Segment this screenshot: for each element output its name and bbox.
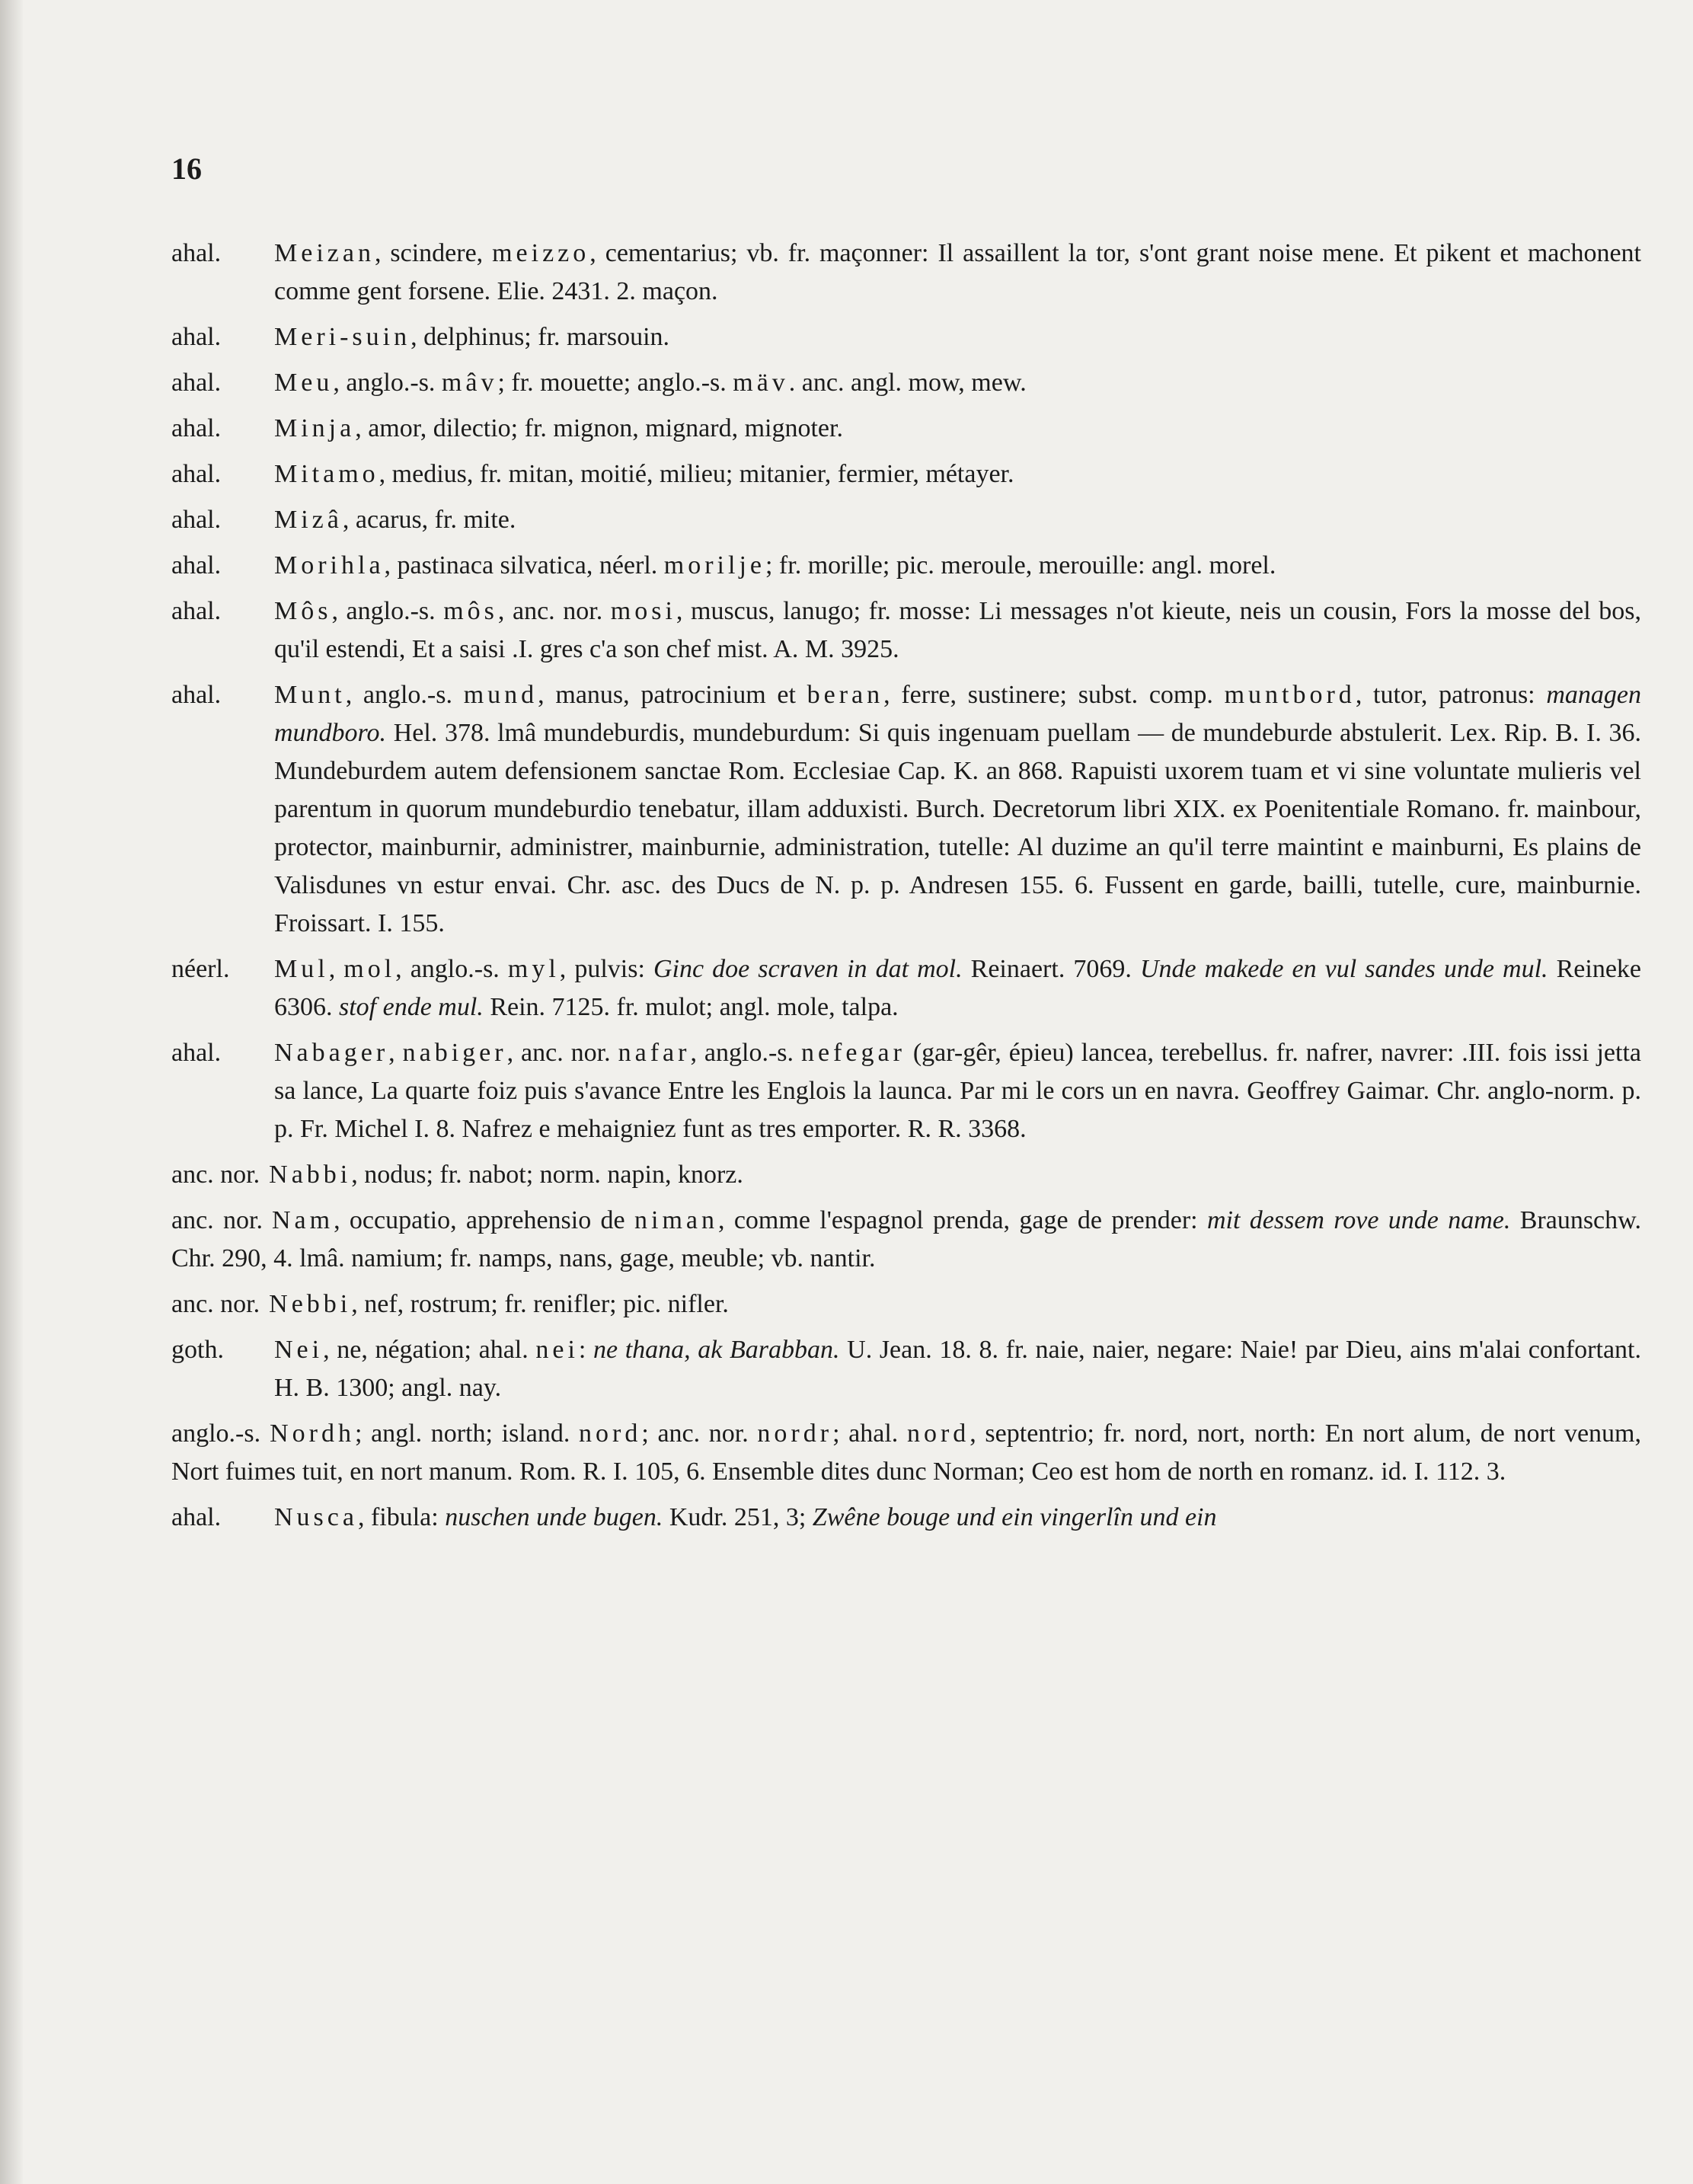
dictionary-entry — [171, 950, 1641, 1027]
entry-text-segment: Rein. 7125. fr. mulot; angl. mole, talpa. — [483, 993, 899, 1021]
citation-italic: ne thana, ak Barabban. — [593, 1336, 840, 1364]
entry-text-segment: , manus, patrocinium et — [538, 681, 807, 709]
headword: Morihla — [274, 551, 385, 580]
entry-text — [274, 318, 1641, 356]
dictionary-entry — [171, 318, 1641, 356]
entry-text-segment: , anglo.-s. — [395, 955, 508, 983]
entry-language-label: ahal. — [171, 1039, 222, 1067]
headword: muntbord — [1224, 681, 1356, 709]
entry-text-segment: , anglo.-s. — [331, 597, 444, 625]
entry-text-segment: , ne, négation; ahal. — [323, 1336, 536, 1364]
headword: môs — [443, 597, 498, 625]
headword: nafar — [618, 1039, 691, 1067]
entry-language-label: ahal. — [171, 414, 222, 442]
entry-text-segment: Hel. 378. lmâ mundeburdis, mundeburdum: Si quis ingenuam puellam — de mundeburde abstulerit. Lex. Rip. B. I. 36. Mundeburdem autem defensionem sanctae Rom. Ecclesiae Cap. K. an 868. Rapuisti uxorem tuam et vi sine voluntate mulieris vel parentum in quorum mundeburdio tenebatur, illam adduxisti. Burch. Decretorum libri XIX. ex Poenitentiale Romano. fr. mainbour, protector, mainburnir, administrer, mainburnie, administration, tutelle: Al duzime an qu'il terre maintint e mainburni, Es plains de Valisdunes vn estur envai. Chr. asc. des Ducs de N. p. p. Andresen 155. 6. Fussent en garde, bailli, tutelle, cure, mainburnie. Froissart. I. 155. — [274, 719, 1641, 937]
entry-language-label: ahal. — [171, 551, 222, 580]
headword: meizzo — [492, 239, 590, 267]
dictionary-entry — [171, 1034, 1641, 1148]
entry-text-segment: , pulvis: — [559, 955, 653, 983]
dictionary-entry — [171, 1285, 1641, 1323]
entry-language-label: ahal. — [171, 681, 222, 709]
citation-italic: nuschen unde bugen. — [445, 1503, 663, 1531]
entry-text-segment: ; fr. morille; pic. meroule, merouille: angl. morel. — [765, 551, 1276, 580]
entry-text-segment: , nef, rostrum; fr. renifler; pic. nifler. — [351, 1290, 729, 1318]
entry-text-segment: , cementarius; vb. fr. maçonner: Il assaillent la tor, s'ont grant noise mene. Et pikent et machonent comme gent forsene. Elie. 2431. 2. maçon. — [274, 239, 1641, 305]
headword: nabiger — [402, 1039, 507, 1067]
entry-language-inline: anglo.-s. — [171, 1419, 261, 1448]
entry-text-segment: , tutor, patronus: — [1355, 681, 1547, 709]
entry-language-label: goth. — [171, 1336, 224, 1364]
entry-text-segment: Reinaert. 7069. — [962, 955, 1140, 983]
entry-text — [274, 547, 1641, 585]
entry-text — [274, 1034, 1641, 1148]
page-number: 16 — [171, 152, 202, 186]
entry-text-segment: , anc. nor. — [497, 597, 611, 625]
headword: nefegar — [800, 1039, 906, 1067]
entry-language-label: ahal. — [171, 323, 222, 351]
entry-text-segment: , anglo.-s. — [333, 369, 442, 397]
dictionary-entry — [171, 1202, 1641, 1278]
entry-language-label: ahal. — [171, 369, 222, 397]
dictionary-entry — [171, 364, 1641, 402]
entry-text-segment: , occupatio, apprehensio de — [334, 1206, 634, 1234]
dictionary-entry — [171, 547, 1641, 585]
headword: Nordh — [270, 1419, 355, 1448]
entry-text-segment: Reineke 6306. — [274, 955, 1642, 1021]
dictionary-entry — [171, 501, 1641, 539]
headword: Nebbi — [269, 1290, 352, 1318]
dictionary-entry — [171, 676, 1641, 943]
entry-text-segment: , anglo.-s. — [690, 1039, 801, 1067]
citation-italic: Ginc doe scraven in dat mol. — [653, 955, 963, 983]
dictionary-entry — [171, 1415, 1641, 1491]
headword: Môs — [274, 597, 332, 625]
entry-text-segment: , nodus; fr. nabot; norm. napin, knorz. — [351, 1161, 743, 1189]
entry-text-segment: . anc. angl. mow, mew. — [788, 369, 1027, 397]
headword: Meri-suin — [274, 323, 411, 351]
headword: Meizan — [274, 239, 375, 267]
headword: Mul — [274, 955, 329, 983]
headword: mol — [343, 955, 396, 983]
dictionary-entry — [171, 1331, 1641, 1407]
citation-italic: Zwêne bouge und ein vingerlîn und ein — [812, 1503, 1217, 1531]
entry-text-segment: , — [328, 955, 344, 983]
headword: Meu — [274, 369, 334, 397]
headword: Mizâ — [274, 506, 343, 534]
headword: mâv — [441, 369, 498, 397]
headword: Mitamo — [274, 460, 379, 488]
entry-text-segment: , septentrio; fr. nord, nort, north: En nort alum, de nort venum, Nort fuimes tuit, en nort manum. Rom. R. I. 105, 6. Ensemble dites dunc Norman; Ceo est hom de north en romanz. id. I. 112. 3. — [171, 1419, 1642, 1486]
dictionary-entry — [171, 235, 1641, 311]
entry-text — [171, 1202, 1641, 1278]
entry-text-segment: , fibula: — [357, 1503, 446, 1531]
headword: Nam — [271, 1206, 334, 1234]
entry-text-segment: , — [388, 1039, 403, 1067]
entry-text-segment: U. Jean. 18. 8. fr. naie, naier, negare: Naie! par Dieu, ains m'alai confortant. H. B. 1300; angl. nay. — [274, 1336, 1641, 1402]
entry-text-segment: , medius, fr. mitan, moitié, milieu; mitanier, fermier, métayer. — [379, 460, 1014, 488]
entry-language-label: ahal. — [171, 239, 222, 267]
citation-italic: Unde makede en vul sandes unde mul. — [1139, 955, 1548, 983]
entry-text — [171, 1415, 1641, 1491]
entry-text-segment: (gar-gêr, épieu) lancea, terebellus. fr. nafrer, navrer: .III. fois issi jetta sa lance, La quarte foiz puis s'avance Entre les Englois la launca. Par mi le cors un en navra. Geoffrey Gaimar. Chr. anglo-norm. p. p. Fr. Michel I. 8. Nafrez e mehaigniez funt as tres emporter. R. R. 3368. — [274, 1039, 1642, 1143]
entry-text — [274, 235, 1641, 311]
headword: beran — [807, 681, 884, 709]
citation-italic: managen mundboro. — [274, 681, 1641, 747]
entry-text-segment: , comme l'espagnol prenda, gage de prender: — [717, 1206, 1207, 1234]
entry-text — [274, 501, 1641, 539]
entry-language-inline: anc. nor. — [171, 1161, 260, 1189]
headword: Nabager — [274, 1039, 389, 1067]
entry-text-segment: , delphinus; fr. marsouin. — [410, 323, 670, 351]
entry-text-segment: , pastinaca silvatica, néerl. — [384, 551, 664, 580]
entry-text-segment: ; fr. mouette; anglo.-s. — [497, 369, 733, 397]
entry-language-label: ahal. — [171, 1503, 222, 1531]
page-edge-shadow — [0, 0, 23, 2184]
entry-text — [274, 1499, 1641, 1537]
entry-text-segment: : — [578, 1336, 593, 1364]
entry-text-segment: ; anc. nor. — [641, 1419, 758, 1448]
headword: mäv — [733, 369, 789, 397]
entry-text-segment: , scindere, — [374, 239, 493, 267]
entry-text — [171, 1285, 1641, 1323]
entry-text-segment: , muscus, lanugo; fr. mosse: Li messages n'ot kieute, neis un cousin, Fors la mosse del bos, qu'il estendi, Et a saisi .I. gres c'a son chef mist. A. M. 3925. — [274, 597, 1641, 663]
headword: morilje — [663, 551, 765, 580]
citation-italic: mit dessem rove unde name. — [1206, 1206, 1511, 1234]
entry-text-segment: , amor, dilectio; fr. mignon, mignard, mignoter. — [355, 414, 843, 442]
dictionary-entry — [171, 1156, 1641, 1194]
headword: nordr — [757, 1419, 833, 1448]
headword: Munt — [274, 681, 346, 709]
headword: Nabbi — [269, 1161, 352, 1189]
entry-text — [274, 410, 1641, 448]
entry-language-inline: anc. nor. — [171, 1290, 260, 1318]
entry-text — [274, 364, 1641, 402]
entry-text-segment: , ferre, sustinere; subst. comp. — [883, 681, 1225, 709]
headword: mund — [463, 681, 538, 709]
entry-text-segment: , anglo.-s. — [345, 681, 464, 709]
entry-text — [274, 455, 1641, 493]
entry-language-label: ahal. — [171, 597, 222, 625]
entry-text-segment: , anc. nor. — [506, 1039, 618, 1067]
dictionary-entry — [171, 455, 1641, 493]
entry-text-segment: , acarus, fr. mite. — [342, 506, 516, 534]
entry-text-segment: ; angl. north; island. — [354, 1419, 580, 1448]
entry-language-label: néerl. — [171, 955, 230, 983]
entry-text-segment: Kudr. 251, 3; — [663, 1503, 813, 1531]
headword: niman — [634, 1206, 718, 1234]
entry-language-label: ahal. — [171, 460, 222, 488]
headword: myl — [507, 955, 560, 983]
dictionary-entries — [171, 235, 1641, 1544]
headword: mosi — [610, 597, 676, 625]
headword: Nusca — [274, 1503, 358, 1531]
headword: nord — [579, 1419, 642, 1448]
entry-text — [274, 592, 1641, 669]
headword: Nei — [274, 1336, 324, 1364]
dictionary-entry — [171, 410, 1641, 448]
entry-language-label: ahal. — [171, 506, 222, 534]
entry-text — [274, 676, 1641, 943]
dictionary-entry — [171, 1499, 1641, 1537]
entry-text-segment: Braunschw. Chr. 290, 4. lmâ. namium; fr. namps, nans, gage, meuble; vb. nantir. — [171, 1206, 1641, 1272]
headword: nord — [906, 1419, 970, 1448]
dictionary-entry — [171, 592, 1641, 669]
entry-language-inline: anc. nor. — [171, 1206, 263, 1234]
headword: Minja — [274, 414, 356, 442]
entry-text — [171, 1156, 1641, 1194]
entry-text — [274, 950, 1641, 1027]
entry-text-segment: ; ahal. — [832, 1419, 907, 1448]
entry-text — [274, 1331, 1641, 1407]
headword: nei — [535, 1336, 579, 1364]
citation-italic: stof ende mul. — [339, 993, 484, 1021]
